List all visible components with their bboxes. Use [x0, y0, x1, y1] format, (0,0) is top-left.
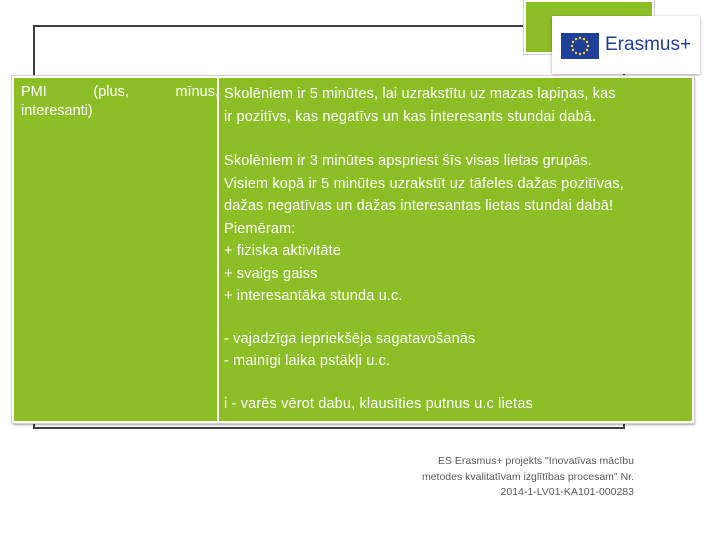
erasmus-logo [552, 16, 700, 74]
description-line: ir pozitīvs, kas negatīvs un kas interesants stundai dabā. [224, 108, 597, 125]
project-footer [370, 454, 634, 501]
method-word-1: PMI [21, 84, 47, 100]
method-word-2: (plus, [93, 84, 129, 100]
method-word-4: interesanti) [21, 103, 93, 119]
description-line: Visiem kopā ir 5 minūtes uzrakstīt uz tāfeles dažas pozitīvas, [224, 175, 624, 192]
method-name-cell [21, 83, 219, 121]
footer-line: 2014-1-LV01-KA101-000283 [500, 486, 634, 498]
description-line: Skolēniem ir 5 minūtes, lai uzrakstītu uz mazas lapiņas, kas [224, 86, 616, 102]
method-description-cell [224, 83, 686, 415]
eu-flag-icon [561, 33, 599, 59]
logo-wordmark: Erasmus+ [605, 34, 692, 55]
plus-item: + svaigs gaiss [224, 265, 318, 282]
minus-item: - mainīgi laika pstākļi u.c. [224, 353, 391, 369]
footer-line: ES Erasmus+ projekts "Inovatīvas mācību [437, 455, 634, 467]
interesting-item: i - varēs vērot dabu, klausīties putnus u.c lietas [224, 395, 533, 412]
pmi-table [12, 76, 694, 423]
method-word-3: mīnus, [175, 84, 219, 100]
plus-item: + fiziska aktivitāte [224, 243, 342, 259]
cell-divider [217, 78, 219, 421]
minus-item: - vajadzīga iepriekšēja sagatavošanās [224, 330, 476, 347]
description-line: Piemēram: [224, 220, 296, 237]
description-line: Skolēniem ir 3 minūtes apspriest šīs visas lietas grupās. [224, 153, 592, 169]
description-line: dažas negatīvas un dažas interesantas lietas stundai dabā! [224, 198, 614, 214]
footer-line: metodes kvalitatīvam izglītības procesam" Nr. [421, 470, 634, 483]
plus-item: + interesantāka stunda u.c. [224, 288, 403, 304]
